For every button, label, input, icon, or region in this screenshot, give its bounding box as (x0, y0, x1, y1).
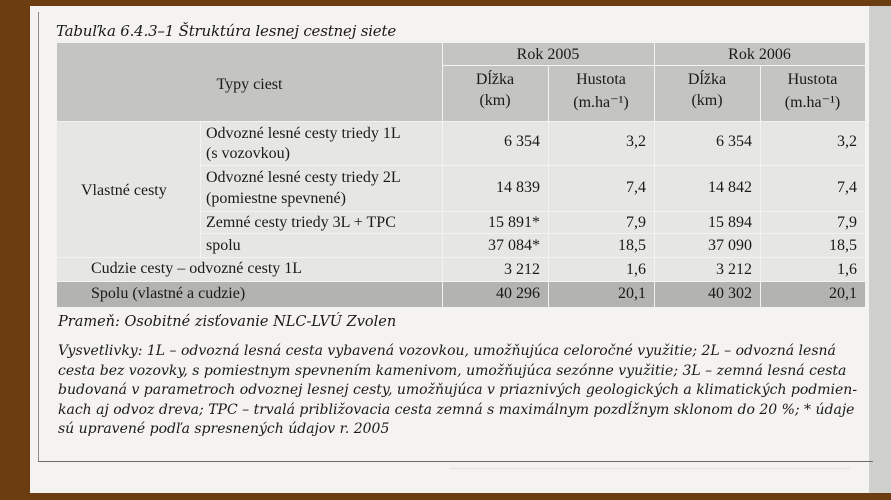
grid-line (57, 257, 865, 258)
legend-line-1: Vysvetlivky: 1L – odvozná lesná cesta vybavená vozovkou, umožňujúca celoročné využitie; 2L – odvozná lesná (58, 343, 836, 359)
grid-line (200, 165, 865, 166)
group-label-own-roads: Vlastné cesty (81, 182, 167, 199)
legend-line-4: kach aj odvoz dreva; TPC – trvalá približovacia cesta zemná s maximálnym pozdĺžnym sklonom do 20 %; * údaje (58, 401, 855, 418)
length-header-2006: Dĺžka (687, 71, 727, 88)
page-left-border (38, 12, 39, 462)
table-caption: Tabuľka 6.4.3–1 Štruktúra lesnej cestnej siete (56, 22, 396, 40)
density-header-2006: Hustota (787, 71, 838, 88)
page-bottom-border (38, 461, 873, 462)
length-unit-2005: (km) (479, 92, 511, 109)
types-header: Typy ciest (216, 76, 283, 93)
bleed-through (450, 468, 850, 489)
grid-line (200, 121, 201, 257)
grid-line (442, 43, 443, 307)
density-unit-2005: (m.ha⁻¹) (573, 94, 629, 111)
legend-line-3: budovaná v parametroch odvoznej lesnej cesty, umožňujúca v priaznivých geologických a klimatických podmien- (58, 382, 858, 398)
grid-line (200, 233, 865, 234)
density-unit-2006: (m.ha⁻¹) (784, 94, 841, 111)
legend-line-2: cesta bez vozovky, s pomiestnym spevnením kamenivom, umožňujúca sezónne využitie; 3L – zemná lesná cesta (58, 362, 847, 379)
length-header-2005: Dĺžka (475, 71, 515, 88)
grid-line (200, 211, 865, 212)
source-note: Prameň: Osobitné zisťovanie NLC-LVÚ Zvolen (58, 314, 397, 330)
year-2006-header: Rok 2006 (728, 46, 791, 63)
page-edge-shadow (869, 6, 891, 493)
grid-line (760, 65, 761, 307)
grid-line (57, 121, 865, 122)
year-2005-header: Rok 2005 (516, 46, 580, 63)
grid-line (548, 65, 549, 307)
density-header-2005: Hustota (576, 71, 626, 88)
grid-line (654, 43, 655, 307)
length-unit-2006: (km) (691, 92, 723, 109)
legend-line-5: sú upravené podľa spresnených údajov r. 2005 (58, 421, 390, 437)
grid-line (57, 281, 865, 282)
